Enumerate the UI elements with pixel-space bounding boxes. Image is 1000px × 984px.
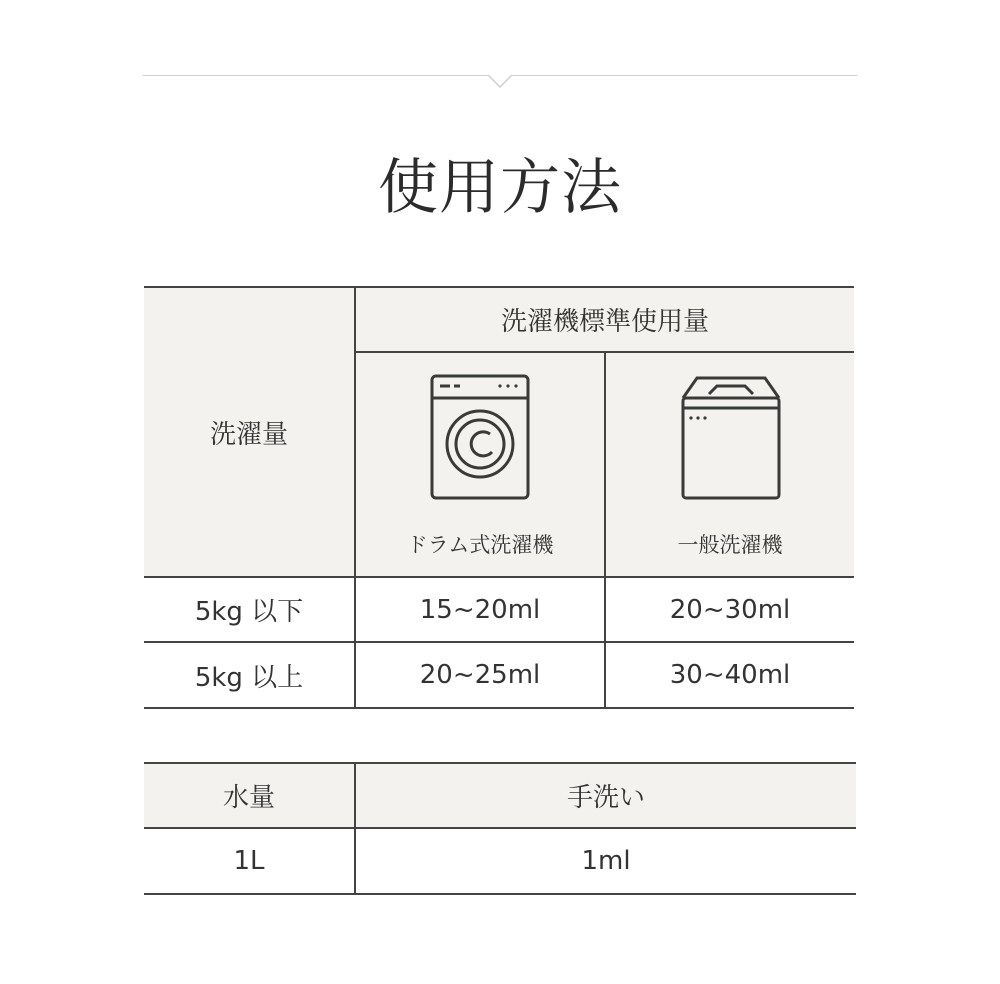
table1-line-bottom [144,707,854,709]
row1-drum-value: 15~20ml [419,594,541,625]
row-header-load: 洗濯量 [209,419,288,450]
table2-line-bottom [144,893,856,895]
page-title: 使用方法 [378,153,622,223]
drum-washer-icon [430,374,530,502]
machine-label-drum: ドラム式洗濯機 [406,533,554,557]
row-water-value: 1L [233,846,265,876]
row2-drum-value: 20~25ml [419,660,541,690]
row2-general-value: 30~40ml [669,660,791,690]
top-divider-right [512,75,857,76]
row1-load: 5kg 以下 [194,597,304,627]
usage-table [144,286,854,710]
handwash-table [144,762,856,896]
header-water-amount: 水量 [222,783,275,813]
header-handwash: 手洗い [566,783,645,813]
group-header-standard-usage: 洗濯機標準使用量 [500,307,709,337]
row1-general-value: 20~30ml [669,594,791,625]
top-divider-left [143,75,488,76]
top-load-washer-icon [681,374,781,502]
machine-label-general: 一般洗濯機 [677,533,783,557]
row-handwash-value: 1ml [581,846,631,876]
divider-notch-icon [488,69,512,91]
row2-load: 5kg 以上 [194,662,304,693]
